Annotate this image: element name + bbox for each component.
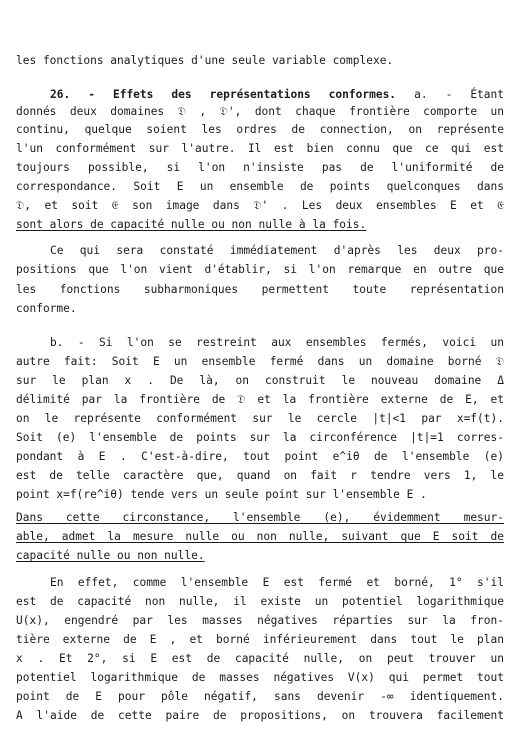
text-line: correspondance. Soit E un ensemble de points quelconques dans	[16, 180, 504, 193]
text-line: les fonctions subharmoniques permettent toute représentation	[16, 283, 504, 296]
text-line: point x=f(re^iθ) tende vers un seule point sur l'ensemble E .	[16, 488, 427, 501]
text-line: Dans cette circonstance, l'ensemble (e), évidemment mesur-	[16, 511, 504, 524]
text-line: délimité par la frontière de 𝔇 et la frontière externe de E, et	[16, 393, 504, 406]
text-line: able, admet la mesure nulle ou non nulle, suivant que E soit de	[16, 530, 504, 543]
text-line: A l'aide de cette paire de propositions, on trouvera facilement	[16, 709, 504, 722]
text-line: on le représente conformément sur le cercle |t|<1 par x=f(t).	[16, 412, 504, 425]
text-line: b. - Si l'on se restreint aux ensembles fermés, voici un	[50, 336, 504, 349]
text-line: point de E pour pôle négatif, sans devenir -∞ identiquement.	[16, 690, 504, 703]
text-line: Soit (e) l'ensemble de points sur la circonférence |t|=1 corres-	[16, 431, 504, 444]
text-line: donnés deux domaines 𝔇 , 𝔇', dont chaque frontière comporte un	[16, 105, 504, 118]
text-line: potentiel logarithmique de masses négatives V(x) qui permet tout	[16, 671, 504, 684]
text-line: l'un conformément sur l'autre. Il est bien connu que ce qui est	[16, 142, 504, 155]
text-line: 𝔇, et soit 𝔈 son image dans 𝔇' . Les deux ensembles E et 𝔈	[16, 199, 504, 212]
text-line: capacité nulle ou non nulle.	[16, 549, 205, 562]
text-line: est de capacité non nulle, il existe un potentiel logarithmique	[16, 595, 504, 608]
text-line: les fonctions analytiques d'une seule variable complexe.	[16, 54, 394, 67]
text-line: sont alors de capacité nulle ou non nulle à la fois.	[16, 218, 367, 231]
section-26-first-line	[16, 88, 504, 102]
text-line: Ce qui sera constaté immédiatement d'après les deux pro-	[50, 244, 504, 257]
text-line: est de telle caractère que, quand on fait r tendre vers 1, le	[16, 469, 504, 482]
text-fragment: a. - Étant	[414, 88, 504, 101]
text-line: conforme.	[16, 302, 77, 315]
text-line: toujours possible, si l'on n'insiste pas de l'uniformité de	[16, 161, 504, 174]
text-line: En effet, comme l'ensemble E est fermé et borné, 1° s'il	[50, 576, 504, 589]
text-line: pondant à E . C'est-à-dire, tout point e^iθ de l'ensemble (e)	[16, 450, 504, 463]
text-line: sur le plan x . De là, on construit le nouveau domaine Δ	[16, 374, 504, 387]
text-line: U(x), engendré par les masses négatives réparties sur la fron-	[16, 614, 504, 627]
text-line: positions que l'on vient d'établir, si l'on remarque en outre que	[16, 263, 504, 276]
text-line: autre fait: Soit E un ensemble fermé dans un domaine borné 𝔇	[16, 355, 504, 368]
text-line: continu, quelque soient les ordres de connection, on représente	[16, 123, 504, 136]
section-heading: 26. - Effets des représentations conformes.	[50, 88, 397, 101]
text-line: tière externe de E , et borné inférieurement dans tout le plan	[16, 633, 504, 646]
text-line: x . Et 2°, si E est de capacité nulle, on peut trouver un	[16, 652, 504, 665]
